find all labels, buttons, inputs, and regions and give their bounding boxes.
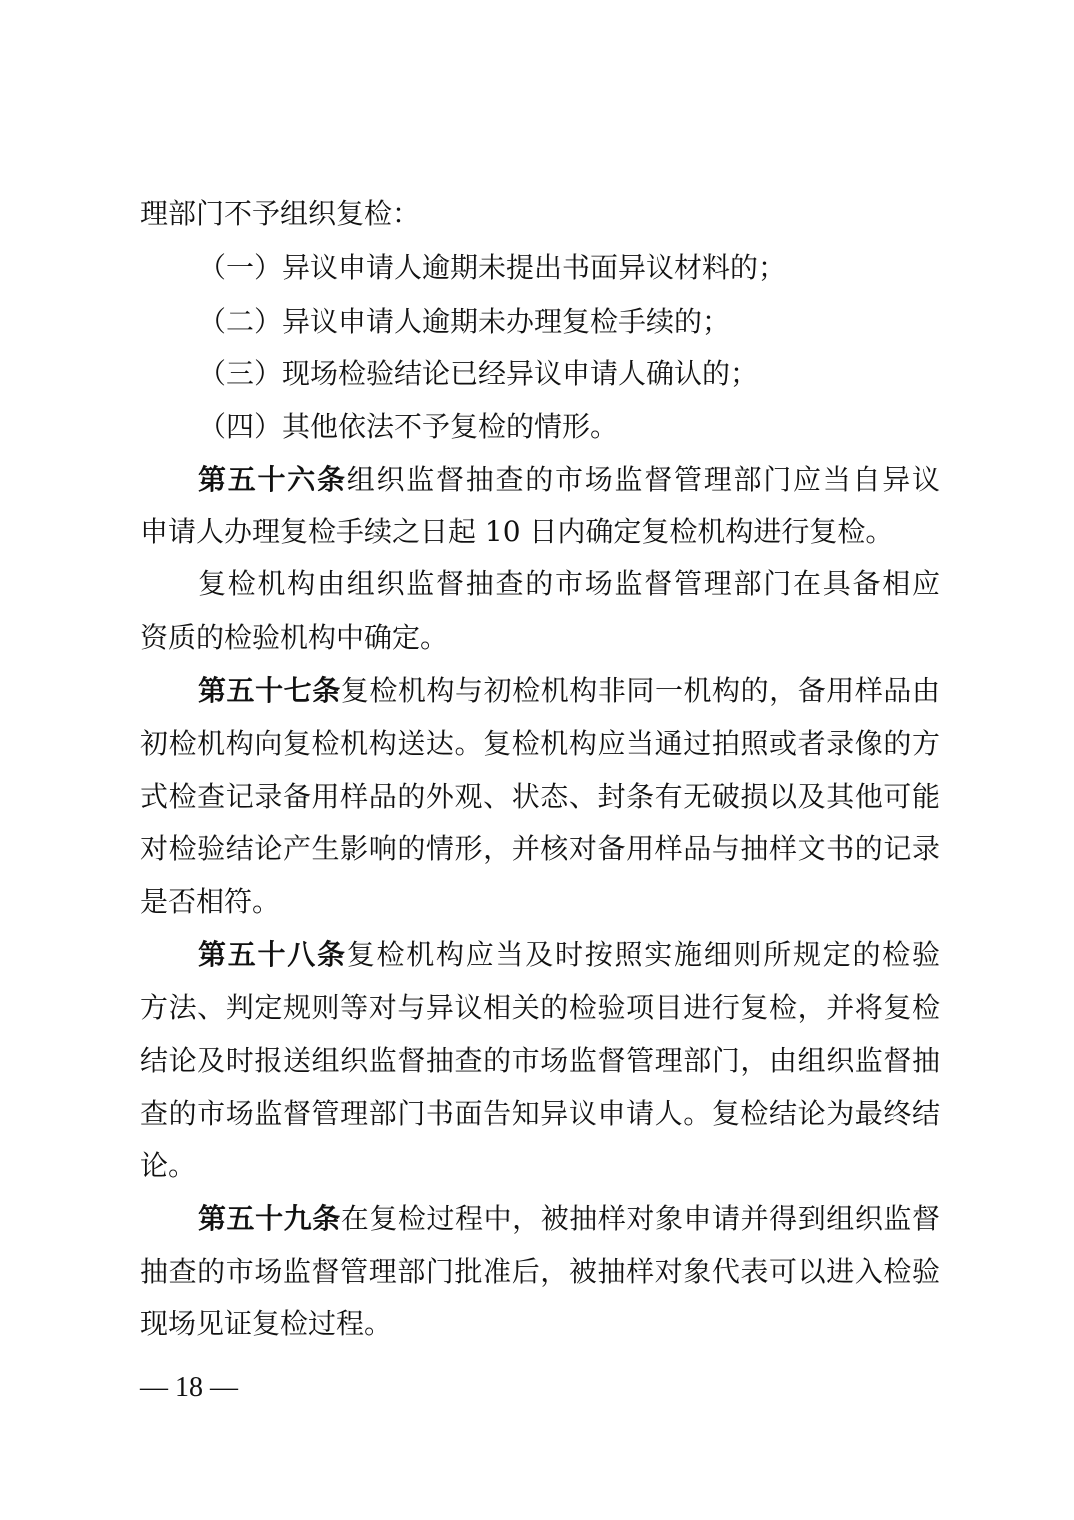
text-line: 是否相符。 [140,885,281,918]
text-line: 论。 [140,1149,197,1182]
text-line: 理部门不予组织复检： [140,197,421,230]
text-line: 初检机构向复检机构送达。复检机构应当通过拍照或者录像的方 [140,727,940,760]
text-line: （二）异议申请人逾期未办理复检手续的； [198,305,731,338]
text-line: 查的市场监督管理部门书面告知异议申请人。复检结论为最终结 [140,1097,940,1130]
text-line: 式检查记录备用样品的外观、状态、封条有无破损以及其他可能 [140,780,940,813]
text-line: 复检机构由组织监督抽查的市场监督管理部门在具备相应 [198,567,940,600]
text-line: 申请人办理复检手续之日起 10 日内确定复检机构进行复检。 [140,515,894,548]
article-first-line [140,673,940,709]
text-line: 结论及时报送组织监督抽查的市场监督管理部门，由组织监督抽 [140,1044,940,1077]
text-line: 现场见证复检过程。 [140,1307,393,1340]
article-text: 组织监督抽查的市场监督管理部门应当自异议 [346,463,940,496]
article-first-line [140,1201,940,1237]
text-line: （一）异议申请人逾期未提出书面异议材料的； [198,251,787,284]
article-heading: 第五十六条 [198,463,347,496]
text-line: （四）其他依法不予复检的情形。 [198,410,619,443]
article-text: 复检机构与初检机构非同一机构的，备用样品由 [340,674,940,707]
article-first-line [140,937,940,973]
page-number: — 18 — [140,1372,238,1403]
text-line: 方法、判定规则等对与异议相关的检验项目进行复检，并将复检 [140,991,940,1024]
article-first-line [140,462,940,498]
text-line: 对检验结论产生影响的情形，并核对备用样品与抽样文书的记录 [140,832,940,865]
article-text: 在复检过程中，被抽样对象申请并得到组织监督 [340,1202,940,1235]
text-line: 抽查的市场监督管理部门批准后，被抽样对象代表可以进入检验 [140,1255,940,1288]
article-heading: 第五十七条 [198,674,341,707]
text-line: （三）现场检验结论已经异议申请人确认的； [198,357,759,390]
text-line: 资质的检验机构中确定。 [140,621,449,654]
article-heading: 第五十九条 [198,1202,341,1235]
article-text: 复检机构应当及时按照实施细则所规定的检验 [346,938,940,971]
article-heading: 第五十八条 [198,938,347,971]
